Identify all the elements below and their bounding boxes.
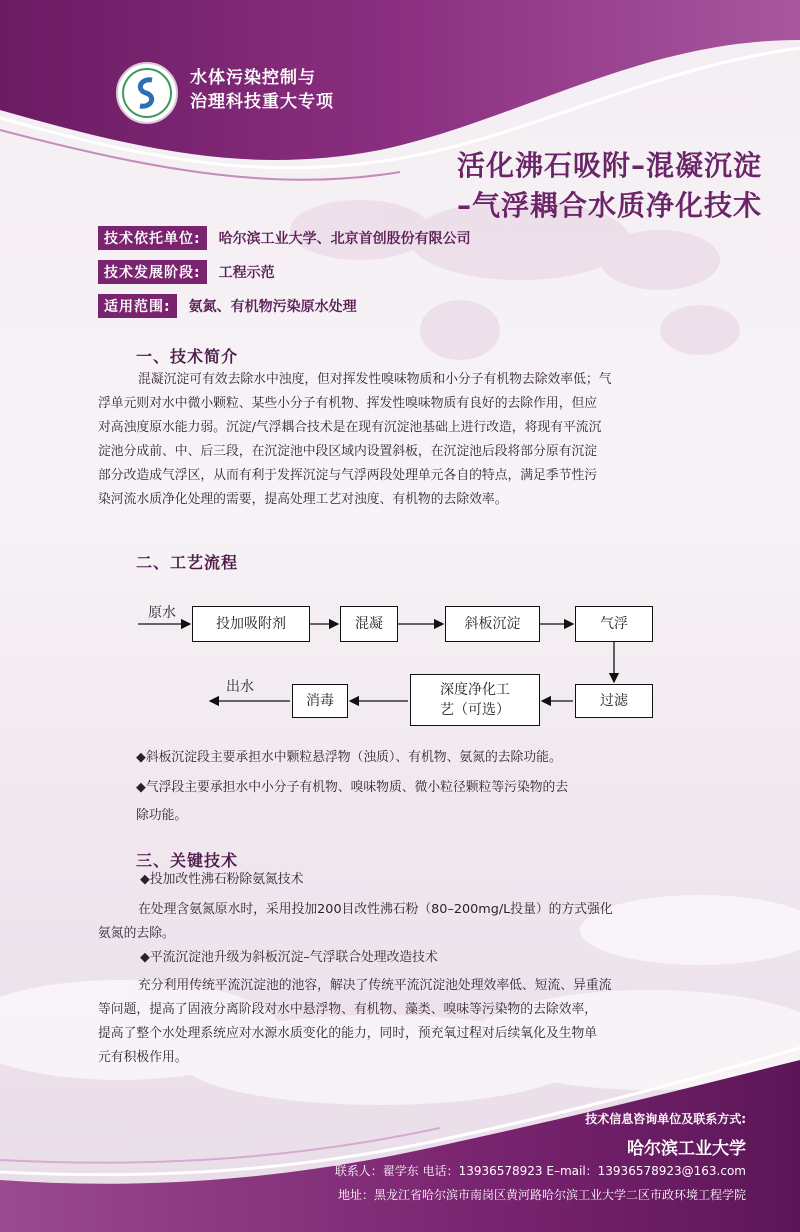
bullet-flotation-cont: 除功能。 <box>136 808 188 823</box>
section-title-intro: 一、技术简介 <box>136 347 239 366</box>
process-flow-diagram <box>130 592 670 732</box>
flow-box-disinfection: 消毒 <box>292 684 348 718</box>
info-label: 技术依托单位: <box>98 226 207 250</box>
program-name-line2: 治理科技重大专项 <box>190 92 334 112</box>
key-tech-1-text <box>98 898 713 946</box>
flow-output-label: 出水 <box>226 679 254 695</box>
info-value: 哈尔滨工业大学、北京首创股份有限公司 <box>218 231 471 247</box>
footer-address: 地址：黑龙江省哈尔滨市南岗区黄河路哈尔滨工业大学二区市政环境工程学院 <box>337 1188 746 1202</box>
program-logo <box>116 62 178 124</box>
info-row-scope <box>98 294 357 318</box>
flow-box-inclined-settling: 斜板沉淀 <box>445 606 540 642</box>
intro-line: 染河流水质净化处理的需要，提高处理工艺对浊度、有机物的去除效率。 <box>98 492 508 507</box>
info-value: 氨氮、有机物污染原水处理 <box>188 299 357 315</box>
flow-box-adsorbent: 投加吸附剂 <box>192 606 310 642</box>
info-row-unit <box>98 226 471 250</box>
flow-input-label: 原水 <box>148 605 176 621</box>
key-tech-line: 充分利用传统平流沉淀池的池容，解决了传统平流沉淀池处理效率低、短流、异重流 <box>138 978 612 993</box>
bullet-flotation: ◆气浮段主要承担水中小分子有机物、嗅味物质、微小粒径颗粒等污染物的去 <box>136 780 569 795</box>
bullet-inclined-settling: ◆斜板沉淀段主要承担水中颗粒悬浮物（浊质）、有机物、氨氮的去除功能。 <box>136 750 562 765</box>
section-title-key-tech: 三、关键技术 <box>136 851 239 870</box>
title-line2: –气浮耦合水质净化技术 <box>456 189 762 222</box>
page-title <box>457 146 762 226</box>
intro-paragraph <box>98 368 713 512</box>
title-line1: 活化沸石吸附–混凝沉淀 <box>456 149 762 182</box>
flow-box-coagulation: 混凝 <box>340 606 398 642</box>
footer-org: 哈尔滨工业大学 <box>627 1139 746 1159</box>
footer-heading: 技术信息咨询单位及联系方式: <box>585 1112 746 1126</box>
key-tech-2-text <box>98 974 713 1070</box>
intro-line: 淀池分成前、中、后三段，在沉淀池中段区域内设置斜板，在沉淀池后段将部分原有沉淀 <box>98 444 598 459</box>
info-row-stage <box>98 260 275 284</box>
flow-box-advanced-line1: 深度净化工 <box>440 682 510 698</box>
info-value: 工程示范 <box>218 265 275 281</box>
intro-line: 混凝沉淀可有效去除水中浊度，但对挥发性嗅味物质和小分子有机物去除效率低；气 <box>138 372 612 387</box>
key-tech-line: 氨氮的去除。 <box>98 926 175 941</box>
flow-box-advanced-treatment <box>410 674 540 726</box>
intro-line: 浮单元则对水中微小颗粒、某些小分子有机物、挥发性嗅味物质有良好的去除作用，但应 <box>98 396 598 411</box>
info-label: 技术发展阶段: <box>98 260 207 284</box>
key-tech-2-title: ◆平流沉淀池升级为斜板沉淀–气浮联合处理改造技术 <box>140 950 438 965</box>
key-tech-line: 提高了整个水处理系统应对水源水质变化的能力，同时，预充氧过程对后续氧化及生物单 <box>98 1026 598 1041</box>
flow-box-filtration: 过滤 <box>575 684 653 718</box>
flow-box-flotation: 气浮 <box>575 606 653 642</box>
key-tech-line: 元有积极作用。 <box>98 1050 188 1065</box>
section-title-process: 二、工艺流程 <box>136 553 239 572</box>
footer-contact: 联系人：翟学东 电话：13936578923 E–mail：13936578923@163.com <box>334 1164 746 1178</box>
flow-box-advanced-line2: 艺（可选） <box>440 702 510 718</box>
program-name <box>190 66 334 114</box>
info-label: 适用范围: <box>98 294 177 318</box>
key-tech-line: 在处理含氨氮原水时，采用投加200目改性沸石粉（80–200mg/L投量）的方式强化 <box>138 902 613 917</box>
key-tech-1-title: ◆投加改性沸石粉除氨氮技术 <box>140 872 304 887</box>
program-name-line1: 水体污染控制与 <box>190 68 316 88</box>
intro-line: 对高浊度原水能力弱。沉淀/气浮耦合技术是在现有沉淀池基础上进行改造，将现有平流沉 <box>98 420 602 435</box>
key-tech-line: 等问题，提高了固液分离阶段对水中悬浮物、有机物、藻类、嗅味等污染物的去除效率， <box>98 1002 598 1017</box>
intro-line: 部分改造成气浮区，从而有利于发挥沉淀与气浮两段处理单元各自的特点，满足季节性污 <box>98 468 598 483</box>
